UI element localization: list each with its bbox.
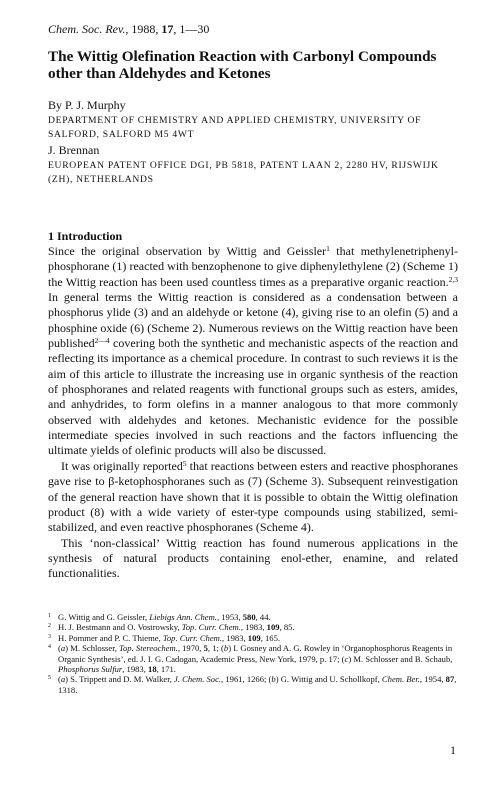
author-affiliation: EUROPEAN PATENT OFFICE DGI, PB 5818, PATENT LAAN 2, 2280 HV, RIJSWIJK (ZH), NETHERLANDS	[48, 160, 439, 185]
author-affiliation: DEPARTMENT OF CHEMISTRY AND APPLIED CHEMISTRY, UNIVERSITY OF SALFORD, SALFORD M5 4WT	[48, 115, 422, 140]
reference-text: 109	[266, 622, 280, 633]
reference-number: 1	[48, 613, 51, 619]
reference-text: Liebigs Ann. Chem.	[149, 612, 217, 622]
reference-text: , 44.	[255, 612, 271, 622]
reference-text: , 1983,	[222, 632, 248, 643]
reference-item	[48, 612, 460, 622]
reference-text: ) M. Schlosser and B. Schaub,	[348, 653, 453, 664]
section-heading: 1 Introduction	[48, 229, 123, 243]
text-run: covering both the synthetic and mechanistic aspects of the reaction and reflecting its importance as a chemical procedure. In contrast to such reviews it is the aim of this article to illustrate the increasing use in organic synthesis of the reaction of phosphoranes and related reagents with functional groups such as esters, amides, and anhydrides, to form olefins in a manner analogous to that more commonly observed with aldehydes and ketones. Mechanistic evidence for the possible intermediate species involved in such reactions and the factors influencing the ultimate yields of olefinic products will also be discussed.	[48, 336, 458, 458]
reference-number: 3	[48, 633, 51, 640]
reference-text: , 1970,	[177, 643, 204, 654]
reference-item	[48, 622, 460, 632]
reference-text: , 1318.	[58, 674, 457, 695]
reference-number: 5	[48, 675, 51, 682]
reference-text: Chem. Ber.	[381, 674, 420, 685]
reference-text: 5	[203, 643, 208, 654]
body-text	[48, 244, 458, 582]
reference-text: , 1; (	[207, 643, 224, 654]
journal-citation	[48, 22, 209, 37]
reference-text: 87	[445, 674, 455, 685]
reference-text: Top. Curr. Chem.	[181, 622, 241, 633]
reference-text: a	[60, 674, 66, 685]
reference-text: b	[223, 643, 229, 654]
reference-text: b	[271, 674, 276, 685]
reference-text: , 85.	[279, 622, 295, 633]
author-name: By P. J. Murphy	[48, 98, 126, 112]
reference-text: 18	[148, 664, 157, 675]
reference-text: , 1953,	[216, 612, 243, 622]
journal-year: , 1988,	[125, 22, 162, 36]
text-run: that reactions between esters and reactive phosphoranes gave rise to β-ketophosphoranes such as (7) (Scheme 3). Subsequent reinvestigation of the general reaction have shown that it is possible to obtain the Wittig olefination product (8) with a wide variety of ester-type compounds using stabilized, semi-stabilized, and even reactive phosphoranes (Scheme 4).	[48, 458, 459, 535]
reference-text: , 1983,	[240, 622, 267, 633]
journal-pages: , 1—30	[173, 22, 210, 36]
reference-text: Phosphorus Sulfur	[58, 664, 123, 675]
text-run: Since the original observation by Wittig and Geissler	[48, 244, 327, 258]
reference-list	[48, 612, 460, 695]
reference-text: 580	[242, 612, 256, 622]
reference-text: G. Wittig and G. Geissler,	[58, 612, 150, 622]
reference-text: (	[58, 674, 61, 685]
citation-superscript: 2,3	[448, 274, 458, 284]
reference-text: , 1983,	[122, 664, 149, 675]
paragraph: This ‘non-classical’ Wittig reaction has found numerous applications in the synthesis of natural products containing enol-ether, enamine, and related functionalities.	[48, 535, 458, 581]
reference-item	[48, 643, 460, 674]
reference-text: Top. Stereochem.	[119, 643, 178, 654]
reference-text: H. J. Bestmann and O. Vostrowsky,	[58, 622, 182, 633]
reference-text: H. Pommer and P. C. Thieme,	[58, 632, 163, 643]
citation-superscript: 2—4	[94, 336, 110, 346]
text-run: that methylenetriphenyl-phosphorane (1) reacted with benzophenone to give diphenylethylene (2) (Scheme 1) the Wittig reaction has been used countless times as a preparative organic reaction.	[48, 244, 458, 289]
reference-text: 109	[247, 632, 261, 643]
reference-text: , 1954,	[419, 674, 446, 685]
reference-text: , 165.	[260, 632, 281, 643]
reference-item	[48, 633, 460, 643]
reference-text: , 1961, 1266; (	[221, 674, 272, 685]
reference-item	[48, 674, 460, 695]
paragraph	[48, 459, 458, 536]
page-number: 1	[450, 743, 456, 757]
article-title: The Wittig Olefination Reaction with Carbonyl Compounds other than Aldehydes and Ketones	[48, 48, 437, 82]
citation-superscript: 1	[326, 244, 330, 253]
reference-number: 4	[48, 644, 51, 651]
reference-text: (	[58, 643, 61, 654]
paragraph	[48, 244, 458, 459]
journal-volume: 17	[161, 22, 174, 36]
reference-text: , 171.	[156, 664, 176, 675]
reference-text: Top. Curr. Chem.	[162, 632, 223, 643]
citation-superscript: 5	[182, 458, 187, 468]
reference-text: a	[60, 643, 66, 654]
text-run: In general terms the Wittig reaction is considered as a condensation between a phosphorus ylide (3) and an aldehyde or ketone (4), giving rise to an olefin (5) and a phosphine oxide (6) (Scheme 2). Numerous reviews on the Wittig reaction have been published	[48, 290, 458, 351]
reference-number: 2	[48, 623, 51, 630]
reference-text: ) S. Trippett and D. M. Walker,	[65, 674, 175, 685]
reference-text: ) M. Schlosser,	[65, 643, 120, 654]
text-run: It was originally reported	[61, 458, 183, 473]
reference-text: ) I. Gosney and A. G. Rowley in ‘Organophosphorus Reagents in Organic Synthesis’, ed. J. I. G. Cadogan, Academic Press, New York, 1979, p. 17; (	[58, 643, 453, 664]
journal-name: Chem. Soc. Rev.	[48, 22, 126, 36]
reference-text: c	[344, 653, 349, 664]
reference-text: ) G. Wittig and U. Schollkopf,	[275, 674, 382, 685]
author-name: J. Brennan	[48, 143, 100, 157]
reference-text: J. Chem. Soc.	[174, 674, 222, 685]
